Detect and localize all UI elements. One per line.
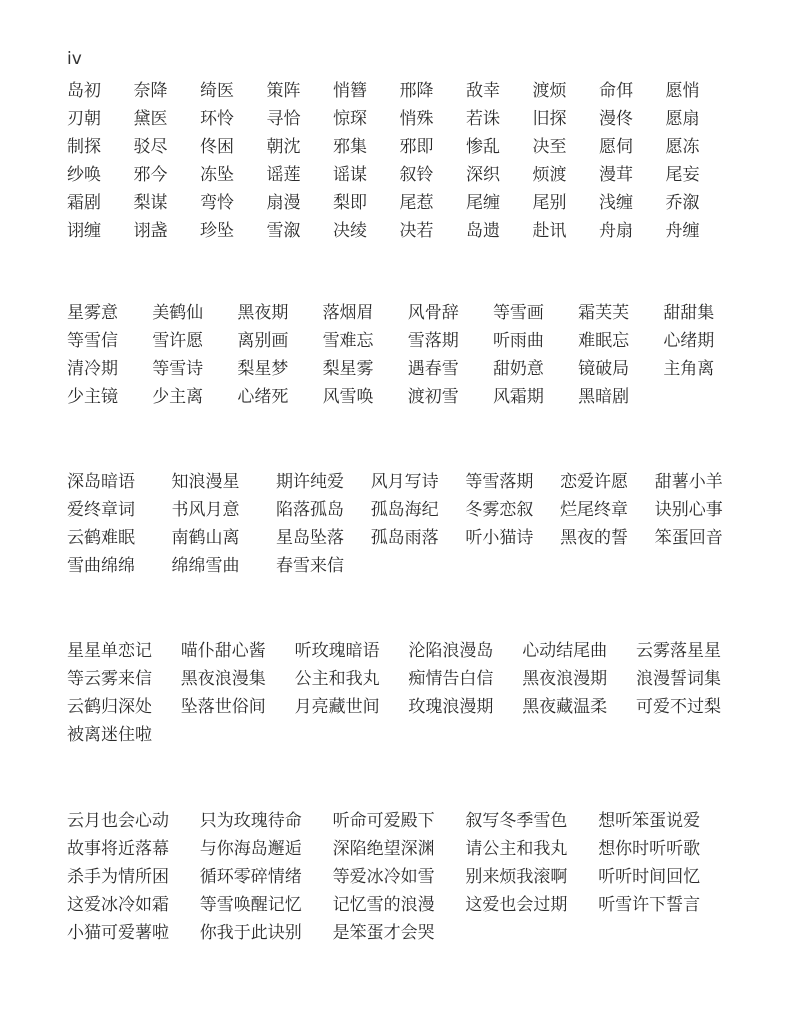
name-entry: 等雪唤醒记忆 bbox=[199, 895, 302, 915]
name-entry: 诩盏 bbox=[133, 221, 168, 241]
name-entry: 可爱不过梨 bbox=[635, 697, 721, 717]
name-entry: 纱唤 bbox=[67, 165, 101, 185]
name-entry: 烂尾终章 bbox=[560, 500, 629, 520]
name-entry: 黑夜浪漫期 bbox=[522, 669, 608, 689]
name-entry: 星雾意 bbox=[67, 303, 118, 323]
name-entry: 星岛坠落 bbox=[276, 528, 344, 548]
name-entry: 黑暗剧 bbox=[578, 387, 630, 407]
name-entry: 扇漫 bbox=[266, 193, 301, 213]
name-entry: 被离迷住啦 bbox=[67, 725, 152, 745]
name-row bbox=[67, 468, 749, 496]
name-entry: 愿悄 bbox=[665, 81, 700, 101]
name-entry: 敌幸 bbox=[466, 81, 500, 101]
name-entry: 雪难忘 bbox=[322, 331, 374, 351]
name-entry: 书风月意 bbox=[171, 500, 240, 520]
name-entry: 环怜 bbox=[200, 109, 234, 129]
section-four-character-names bbox=[67, 468, 749, 580]
name-entry: 悄殊 bbox=[399, 109, 434, 129]
name-entry: 黑夜浪漫集 bbox=[180, 669, 266, 689]
name-entry: 风雪唤 bbox=[322, 387, 374, 407]
name-entry: 诩缠 bbox=[67, 221, 101, 241]
name-entry: 心绪死 bbox=[237, 387, 289, 407]
name-entry: 刃朝 bbox=[67, 109, 101, 129]
name-row bbox=[67, 835, 731, 863]
name-entry: 等爱冰冷如雪 bbox=[332, 867, 435, 887]
name-entry: 尾惹 bbox=[399, 193, 434, 213]
name-entry: 惨乱 bbox=[466, 137, 500, 157]
name-entry: 邪即 bbox=[399, 137, 434, 157]
name-entry: 邪今 bbox=[133, 165, 168, 185]
name-entry: 制探 bbox=[67, 137, 101, 157]
name-row bbox=[67, 327, 749, 355]
name-entry: 岛初 bbox=[67, 81, 101, 101]
name-entry: 等雪落期 bbox=[465, 472, 534, 492]
name-row bbox=[67, 637, 750, 665]
name-entry: 乔溆 bbox=[665, 193, 700, 213]
name-row bbox=[67, 919, 731, 947]
name-entry: 等雪诗 bbox=[152, 359, 204, 379]
name-entry: 漫茸 bbox=[599, 165, 633, 185]
name-entry: 甜奶意 bbox=[492, 359, 544, 379]
name-entry: 若诛 bbox=[466, 109, 500, 129]
name-entry: 邪集 bbox=[333, 137, 367, 157]
name-entry: 云雾落星星 bbox=[635, 641, 721, 661]
name-entry: 愿扇 bbox=[665, 109, 700, 129]
name-entry: 陷落孤岛 bbox=[276, 500, 344, 520]
page-number-label: iv bbox=[67, 49, 82, 69]
name-entry: 雪许愿 bbox=[152, 331, 204, 351]
name-entry: 云月也会心动 bbox=[67, 811, 169, 831]
name-entry: 叙铃 bbox=[399, 165, 434, 185]
name-entry: 霜芙芙 bbox=[578, 303, 630, 323]
name-entry: 孤岛海纪 bbox=[370, 500, 439, 520]
name-entry: 爱终章词 bbox=[67, 500, 135, 520]
name-entry: 赴讯 bbox=[532, 221, 567, 241]
name-entry: 这爱冰冷如霜 bbox=[67, 895, 169, 915]
name-row bbox=[67, 524, 749, 552]
name-entry: 奈降 bbox=[133, 81, 168, 101]
name-entry: 黑夜藏温柔 bbox=[522, 697, 608, 717]
name-entry: 知浪漫星 bbox=[171, 472, 240, 492]
name-entry: 驳尽 bbox=[133, 137, 168, 157]
name-entry: 邢降 bbox=[399, 81, 434, 101]
name-row bbox=[67, 863, 731, 891]
name-row bbox=[67, 693, 750, 721]
name-entry: 听命可爱殿下 bbox=[332, 811, 435, 831]
name-entry: 尾缠 bbox=[466, 193, 500, 213]
name-entry: 风月写诗 bbox=[370, 472, 439, 492]
name-entry: 南鹤山离 bbox=[171, 528, 240, 548]
name-entry: 渡烦 bbox=[532, 81, 567, 101]
name-entry: 小猫可爱薯啦 bbox=[67, 923, 169, 943]
name-entry: 风霜期 bbox=[492, 387, 544, 407]
name-row bbox=[67, 721, 750, 749]
name-entry: 是笨蛋才会哭 bbox=[332, 923, 435, 943]
name-row bbox=[67, 189, 732, 217]
name-entry: 只为玫瑰待命 bbox=[199, 811, 302, 831]
name-entry: 听小猫诗 bbox=[465, 528, 534, 548]
name-row bbox=[67, 77, 732, 105]
name-entry: 笨蛋回音 bbox=[654, 528, 723, 548]
name-entry: 美鹤仙 bbox=[152, 303, 204, 323]
name-entry: 深陷绝望深渊 bbox=[332, 839, 435, 859]
name-entry: 期许纯爱 bbox=[276, 472, 344, 492]
name-entry: 策阵 bbox=[266, 81, 301, 101]
name-entry: 痴情告白信 bbox=[408, 669, 494, 689]
name-entry: 与你海岛邂逅 bbox=[199, 839, 302, 859]
name-entry: 愿伺 bbox=[599, 137, 633, 157]
name-entry: 深岛暗语 bbox=[67, 472, 135, 492]
name-entry: 浅缠 bbox=[599, 193, 633, 213]
name-row bbox=[67, 133, 732, 161]
name-entry: 别来烦我滚啊 bbox=[465, 867, 568, 887]
name-entry: 云鹤归深处 bbox=[67, 697, 152, 717]
name-entry: 冬雾恋叙 bbox=[465, 500, 534, 520]
name-entry: 你我于此诀别 bbox=[199, 923, 302, 943]
name-row bbox=[67, 891, 731, 919]
name-entry: 听雪许下誓言 bbox=[598, 895, 701, 915]
name-row bbox=[67, 299, 749, 327]
name-row bbox=[67, 355, 749, 383]
name-row bbox=[67, 217, 732, 245]
section-five-character-names bbox=[67, 637, 750, 749]
name-entry: 故事将近落幕 bbox=[67, 839, 169, 859]
name-entry: 绮医 bbox=[200, 81, 234, 101]
section-three-character-names bbox=[67, 299, 749, 411]
name-entry: 风骨辞 bbox=[407, 303, 459, 323]
name-entry: 佟困 bbox=[200, 137, 234, 157]
name-entry: 舟扇 bbox=[599, 221, 633, 241]
name-entry: 这爱也会过期 bbox=[465, 895, 568, 915]
name-entry: 听雨曲 bbox=[492, 331, 544, 351]
name-entry: 甜甜集 bbox=[663, 303, 715, 323]
name-row bbox=[67, 383, 749, 411]
name-entry: 渡初雪 bbox=[407, 387, 459, 407]
name-entry: 决绫 bbox=[333, 221, 367, 241]
name-entry: 心绪期 bbox=[663, 331, 715, 351]
name-entry: 深织 bbox=[466, 165, 500, 185]
name-entry: 云鹤难眠 bbox=[67, 528, 135, 548]
name-entry: 叙写冬季雪色 bbox=[465, 811, 568, 831]
name-entry: 惊琛 bbox=[333, 109, 367, 129]
name-entry: 想听笨蛋说爱 bbox=[598, 811, 701, 831]
name-entry: 弯怜 bbox=[200, 193, 234, 213]
name-entry: 岛遗 bbox=[466, 221, 500, 241]
name-entry: 请公主和我丸 bbox=[465, 839, 568, 859]
name-entry: 雪曲绵绵 bbox=[67, 556, 135, 576]
name-entry: 决至 bbox=[532, 137, 567, 157]
name-entry: 霜剧 bbox=[67, 193, 101, 213]
name-entry: 诀别心事 bbox=[654, 500, 723, 520]
name-row bbox=[67, 496, 749, 524]
name-entry: 尾妄 bbox=[665, 165, 700, 185]
name-entry: 命佴 bbox=[599, 81, 633, 101]
name-entry: 浪漫誓词集 bbox=[635, 669, 721, 689]
name-entry: 谣谋 bbox=[333, 165, 367, 185]
name-entry: 寻恰 bbox=[266, 109, 301, 129]
name-entry: 愿冻 bbox=[665, 137, 700, 157]
name-entry: 黑夜的誓 bbox=[560, 528, 629, 548]
name-entry: 沦陷浪漫岛 bbox=[408, 641, 494, 661]
name-entry: 星星单恋记 bbox=[67, 641, 152, 661]
name-entry: 梨谋 bbox=[133, 193, 168, 213]
name-entry: 月亮藏世间 bbox=[294, 697, 380, 717]
name-entry: 听听时间回忆 bbox=[598, 867, 701, 887]
name-row bbox=[67, 807, 731, 835]
name-entry: 坠落世俗间 bbox=[180, 697, 266, 717]
name-entry: 离别画 bbox=[237, 331, 289, 351]
section-two-character-names bbox=[67, 77, 732, 245]
name-entry: 决若 bbox=[399, 221, 434, 241]
name-entry: 杀手为情所困 bbox=[67, 867, 169, 887]
name-entry: 漫佟 bbox=[599, 109, 633, 129]
name-entry: 梨即 bbox=[333, 193, 367, 213]
name-entry: 黑夜期 bbox=[237, 303, 289, 323]
section-six-character-names bbox=[67, 807, 731, 947]
name-entry: 雪溆 bbox=[266, 221, 301, 241]
name-entry: 循环零碎情绪 bbox=[199, 867, 302, 887]
name-entry: 镜破局 bbox=[578, 359, 630, 379]
name-entry: 绵绵雪曲 bbox=[171, 556, 240, 576]
name-entry: 少主离 bbox=[152, 387, 204, 407]
name-row bbox=[67, 552, 749, 580]
name-entry: 冻坠 bbox=[200, 165, 234, 185]
name-entry: 等云雾来信 bbox=[67, 669, 152, 689]
name-entry: 少主镜 bbox=[67, 387, 118, 407]
name-entry: 玫瑰浪漫期 bbox=[408, 697, 494, 717]
name-entry: 旧探 bbox=[532, 109, 567, 129]
name-entry: 遇春雪 bbox=[407, 359, 459, 379]
name-entry: 心动结尾曲 bbox=[522, 641, 608, 661]
name-entry: 记忆雪的浪漫 bbox=[332, 895, 435, 915]
name-entry: 谣莲 bbox=[266, 165, 301, 185]
name-entry: 雪落期 bbox=[407, 331, 459, 351]
name-entry: 恋爱许愿 bbox=[560, 472, 629, 492]
name-row bbox=[67, 161, 732, 189]
name-entry: 落烟眉 bbox=[322, 303, 374, 323]
name-entry: 珍坠 bbox=[200, 221, 234, 241]
name-entry: 甜薯小羊 bbox=[654, 472, 723, 492]
name-row bbox=[67, 665, 750, 693]
name-entry: 梨星雾 bbox=[322, 359, 374, 379]
name-entry: 难眠忘 bbox=[578, 331, 630, 351]
name-entry: 黛医 bbox=[133, 109, 168, 129]
name-entry: 主角离 bbox=[663, 359, 715, 379]
name-row bbox=[67, 105, 732, 133]
name-entry: 春雪来信 bbox=[276, 556, 344, 576]
name-entry: 喵仆甜心酱 bbox=[180, 641, 266, 661]
name-entry: 想你时听听歌 bbox=[598, 839, 701, 859]
name-entry: 等雪画 bbox=[492, 303, 544, 323]
name-entry: 梨星梦 bbox=[237, 359, 289, 379]
name-entry: 朝沈 bbox=[266, 137, 301, 157]
name-entry: 舟缠 bbox=[665, 221, 700, 241]
name-entry: 等雪信 bbox=[67, 331, 118, 351]
name-entry: 尾别 bbox=[532, 193, 567, 213]
name-entry: 清冷期 bbox=[67, 359, 118, 379]
name-entry: 烦渡 bbox=[532, 165, 567, 185]
name-entry: 孤岛雨落 bbox=[370, 528, 439, 548]
name-entry: 听玫瑰暗语 bbox=[294, 641, 380, 661]
name-entry: 悄簪 bbox=[333, 81, 367, 101]
name-entry: 公主和我丸 bbox=[294, 669, 380, 689]
